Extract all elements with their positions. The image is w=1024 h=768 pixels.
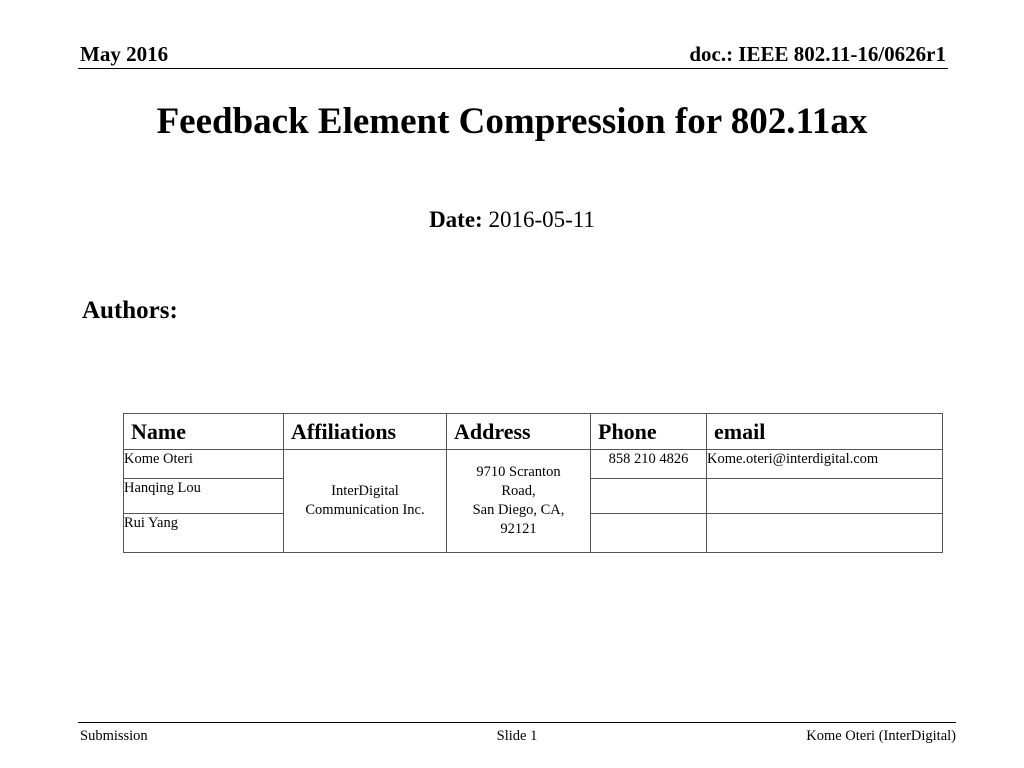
address-line: San Diego, CA, xyxy=(472,502,565,518)
date-line xyxy=(0,207,1024,233)
authors-table xyxy=(123,413,943,553)
author-email: Kome.oteri@interdigital.com xyxy=(707,450,943,479)
authors-heading: Authors: xyxy=(82,297,178,324)
header-affiliations: Affiliations xyxy=(284,414,447,450)
footer-divider xyxy=(78,722,956,723)
author-email xyxy=(707,514,943,553)
date-label: Date: xyxy=(429,207,483,232)
header-address: Address xyxy=(447,414,591,450)
address-line: 9710 Scranton xyxy=(476,464,561,480)
footer-slide-number: Slide 1 xyxy=(496,728,538,744)
author-name: Kome Oteri xyxy=(124,450,284,479)
address-cell xyxy=(447,450,591,553)
slide-header xyxy=(78,40,948,69)
author-phone xyxy=(591,479,707,514)
affiliation-line: InterDigital xyxy=(331,483,399,499)
author-phone: 858 210 4826 xyxy=(591,450,707,479)
footer-submission: Submission xyxy=(80,728,148,744)
author-phone xyxy=(591,514,707,553)
header-email: email xyxy=(707,414,943,450)
header-doc-id: doc.: IEEE 802.11-16/0626r1 xyxy=(689,42,946,66)
address-line: 92121 xyxy=(500,521,537,537)
address-line: Road, xyxy=(501,483,536,499)
date-value: 2016-05-11 xyxy=(488,207,595,232)
footer-author: Kome Oteri (InterDigital) xyxy=(806,728,956,744)
author-name: Hanqing Lou xyxy=(124,479,284,514)
header-phone: Phone xyxy=(591,414,707,450)
author-name: Rui Yang xyxy=(124,514,284,553)
author-email xyxy=(707,479,943,514)
table-row xyxy=(124,450,943,479)
slide-title: Feedback Element Compression for 802.11ax xyxy=(156,101,868,142)
affiliation-cell xyxy=(284,450,447,553)
header-name: Name xyxy=(124,414,284,450)
affiliation-line: Communication Inc. xyxy=(305,502,425,518)
header-date: May 2016 xyxy=(80,42,169,66)
table-header-row xyxy=(124,414,943,450)
